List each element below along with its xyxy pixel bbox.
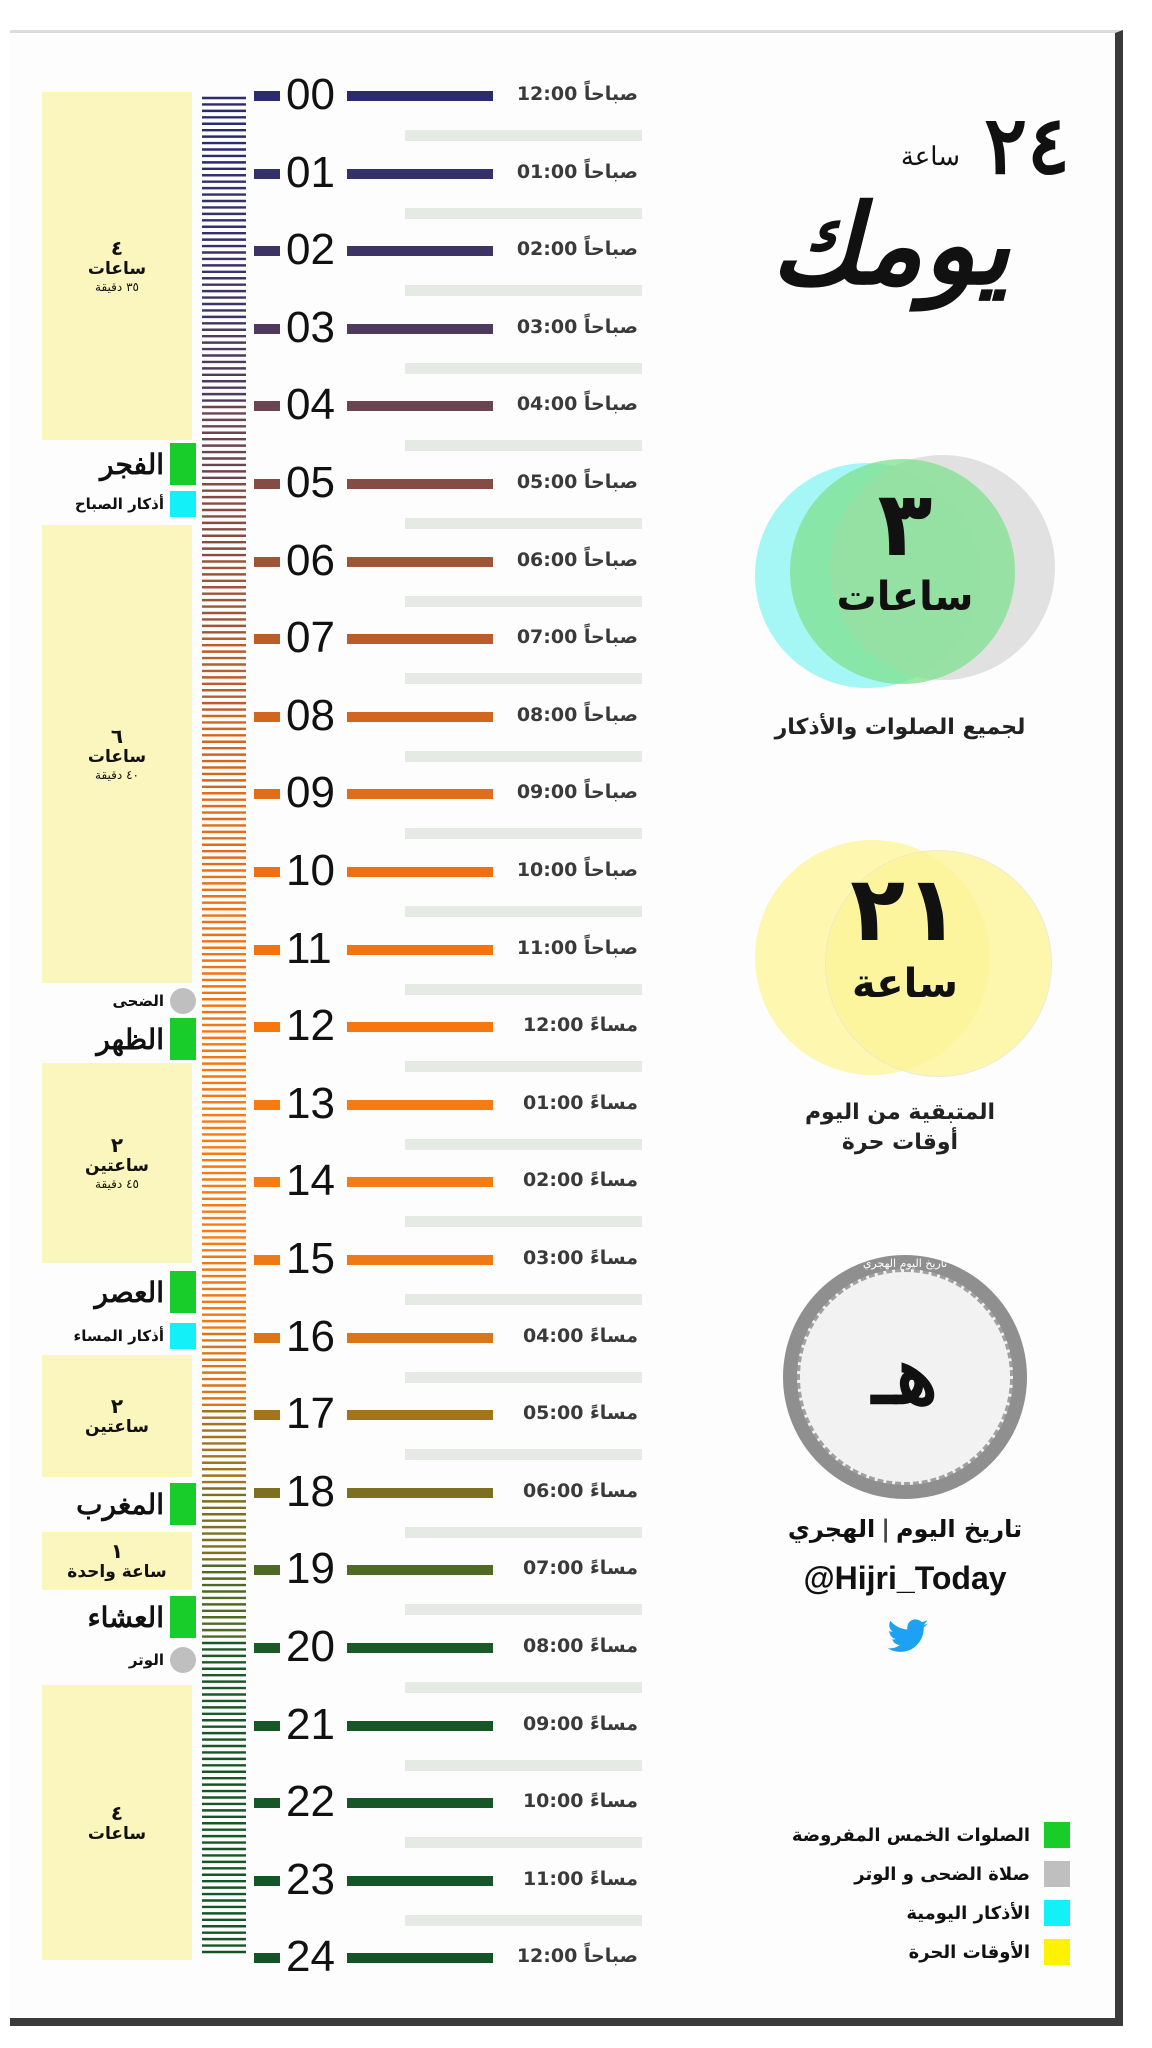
hour-label: 10:00 مساءً [522,1790,638,1813]
legend-swatch [1044,1900,1070,1926]
hour-label: 05:00 صباحاً [516,471,638,493]
prayer-isha [40,1595,196,1639]
hour-row [250,1622,650,1671]
half-hour-separator [405,440,642,451]
hour-bar [347,1876,493,1886]
half-hour-separator [405,1915,642,1926]
hour-number: 14 [286,1156,335,1206]
half-hour-separator [405,673,642,684]
hour-bar [347,1643,493,1653]
free-block-minutes: ٤٥ دقيقة [95,1177,139,1191]
half-hour-separator [405,1294,642,1305]
legend-label: الصلوات الخمس المفروضة [791,1824,1030,1846]
hour-stub [254,324,280,334]
hour-bar [347,1100,493,1110]
half-hour-separator [405,1372,642,1383]
hour-label: 09:00 مساءً [522,1712,638,1735]
legend-label: الأذكار اليومية [906,1902,1030,1924]
half-hour-separator [405,984,642,995]
brand-divider: | [881,1515,890,1543]
hour-number: 00 [286,70,335,119]
free-block-unit: ساعتين [85,1417,149,1437]
hour-stub [254,634,280,644]
title-number: ٢٤ [984,98,1070,192]
hour-number: 21 [286,1699,335,1749]
hour-number: 12 [286,1001,335,1051]
hour-row [250,1001,650,1051]
legend-label: صلاة الضحى و الوتر [854,1863,1030,1885]
hour-bar [347,246,493,256]
free-block-number: ٤ [110,236,124,260]
hour-bar [347,789,493,799]
prayer-name: المغرب [76,1487,164,1521]
free-block-minutes: ٤٠ دقيقة [95,768,139,782]
free-block-unit: ساعات [87,259,147,279]
hour-stub [254,712,280,722]
half-hour-separator [405,1139,642,1150]
hour-number: 11 [286,923,332,973]
hour-label: 02:00 صباحاً [516,238,638,261]
hour-number: 08 [286,690,335,740]
hour-row [250,302,650,352]
hour-stub [254,1177,280,1187]
hour-bar [347,557,493,567]
hour-number: 05 [286,458,335,507]
half-hour-separator [405,1527,642,1538]
hour-row [250,458,650,507]
hour-stub [254,867,280,877]
hour-bar [347,1177,493,1187]
hour-stub [254,401,280,411]
hour-bar [347,324,493,334]
hour-stub [254,557,280,567]
worship-time-circle [755,455,1055,695]
hour-label: 01:00 مساءً [522,1091,638,1114]
hour-row [250,1544,650,1594]
half-hour-separator [405,1682,642,1693]
hour-label: 06:00 صباحاً [516,548,638,571]
hour-label: 11:00 صباحاً [516,936,638,959]
hour-number: 22 [286,1777,335,1827]
hour-stub [254,789,280,799]
half-hour-separator [405,1604,642,1615]
prayer-square [170,1271,196,1313]
prayer-witr [40,1646,196,1674]
hour-number: 17 [286,1389,335,1439]
prayer-name: الظهر [96,1022,164,1056]
hour-label: 01:00 صباحاً [516,160,638,183]
adhkar-evening [40,1322,196,1350]
hour-label: 12:00 مساءً [522,1014,638,1037]
hour-bar [347,1721,493,1731]
hour-bar [347,712,493,722]
hour-row [250,846,650,895]
hour-label: 12:00 صباحاً [516,1945,638,1968]
half-hour-separator [405,1837,642,1848]
legend-item [906,1898,1070,1928]
seal-text: تاريخ اليوم الهجري [862,1257,948,1270]
free-block-afternoon [42,1063,192,1263]
prayer-square [170,443,196,485]
hour-number: 03 [286,302,335,352]
hour-number: 23 [286,1854,335,1904]
free-hours-number: ٢١ [850,857,960,962]
half-hour-separator [405,363,642,374]
hour-bar [347,479,493,489]
hour-label: 11:00 مساءً [522,1867,638,1890]
logo-letter: هـ [872,1328,938,1422]
hour-stub [254,1022,280,1032]
hour-label: 05:00 مساءً [522,1402,638,1425]
hour-stub [254,1333,280,1343]
hour-stub [254,1410,280,1420]
twitter-handle[interactable]: @Hijri_Today [803,1560,1007,1596]
worship-hours-unit: ساعات [836,574,974,620]
minute-tick-ruler [202,95,248,1955]
hour-stub [254,169,280,179]
hour-row [250,1466,650,1516]
hour-number: 24 [286,1932,335,1982]
hour-stub [254,1876,280,1886]
hour-row [250,1777,650,1827]
brand-name [780,1515,1030,1543]
half-hour-separator [405,285,642,296]
hour-number: 09 [286,768,335,818]
worship-hours-number: ٣ [877,472,933,577]
free-time-circle [755,840,1055,1080]
hour-number: 04 [286,380,335,430]
hour-row [250,1389,650,1439]
prayer-square [170,1596,196,1638]
free-block-number: ٤ [110,1800,124,1825]
hour-label: 07:00 صباحاً [516,626,638,649]
hour-number: 02 [286,225,335,275]
hour-stub [254,1953,280,1963]
hour-label: 04:00 صباحاً [516,393,638,416]
hour-stub [254,1565,280,1575]
adhkar-square [170,491,196,517]
brand-name-b: الهجري [787,1515,876,1543]
title-main: يومك [770,180,1010,309]
hour-bar [347,1953,493,1963]
hour-number: 16 [286,1311,335,1361]
prayer-square [170,1483,196,1525]
half-hour-separator [405,751,642,762]
prayer-name: الوتر [128,1651,164,1669]
hour-bar [347,945,493,955]
hour-bar [347,1333,493,1343]
hour-stub [254,479,280,489]
prayer-name: العشاء [87,1600,164,1634]
hour-label: 10:00 صباحاً [516,859,638,881]
hour-number: 01 [286,147,335,197]
free-block-late-night [42,1685,192,1960]
hour-stub [254,1255,280,1265]
adhkar-name: أذكار المساء [73,1327,164,1345]
legend-swatch [1044,1822,1070,1848]
title-block [730,100,1070,330]
twitter-bird-icon[interactable] [883,1615,933,1659]
hour-bar [347,1565,493,1575]
brand-seal [783,1255,1027,1499]
prayer-dhuhr [40,1017,196,1061]
legend-swatch [1044,1939,1070,1965]
free-block-unit: ساعة واحدة [67,1562,167,1582]
hour-row [250,535,650,585]
prayer-duha [40,987,196,1015]
free-block-morning [42,525,192,983]
hour-number: 18 [286,1466,335,1516]
free-block-unit: ساعات [87,1823,147,1844]
hour-bar [347,1488,493,1498]
hour-label: 07:00 مساءً [522,1557,638,1580]
free-block-maghrib [42,1532,192,1590]
hour-label: 02:00 مساءً [522,1169,638,1192]
optional-prayer-dot [170,988,196,1014]
free-block-evening [42,1355,192,1477]
hour-row [250,1234,650,1283]
hour-label: 08:00 مساءً [522,1635,638,1657]
hour-label: 08:00 صباحاً [516,703,638,726]
hour-number: 10 [286,846,335,895]
half-hour-separator [405,596,642,607]
half-hour-separator [405,518,642,529]
free-block-number: ١ [110,1539,124,1563]
legend-swatch [1044,1861,1070,1887]
prayer-maghrib [40,1482,196,1526]
optional-prayer-dot [170,1647,196,1673]
hour-label: 12:00 صباحاً [516,83,638,105]
free-caption-line1: المتبقية من اليوم [804,1100,996,1125]
hour-stub [254,91,280,101]
free-block-number: ٢ [110,1394,124,1418]
prayer-fajr [40,442,196,486]
brand-name-a: تاريخ اليوم [895,1515,1023,1543]
free-block-number: ٦ [110,724,124,748]
hour-stub [254,1798,280,1808]
hour-label: 03:00 صباحاً [516,315,638,338]
free-hours-unit: ساعة [852,961,958,1007]
hour-stub [254,246,280,256]
half-hour-separator [405,1760,642,1771]
legend-label: الأوقات الحرة [908,1941,1030,1963]
hour-stub [254,1100,280,1110]
hour-number: 13 [286,1078,335,1128]
hour-label: 06:00 مساءً [522,1479,638,1502]
hour-number: 15 [286,1234,335,1283]
hour-row [250,923,650,973]
hour-bar [347,1410,493,1420]
half-hour-separator [405,130,642,141]
hour-bar [347,91,493,101]
hour-stub [254,1488,280,1498]
half-hour-separator [405,1216,642,1227]
worship-caption: لجميع الصلوات والأذكار [774,715,1026,740]
half-hour-separator [405,1061,642,1072]
prayer-square [170,1018,196,1060]
free-block-number: ٢ [110,1133,124,1157]
half-hour-separator [405,1449,642,1460]
free-caption-line2: أوقات حرة [841,1130,959,1155]
half-hour-separator [405,828,642,839]
half-hour-separator [405,906,642,917]
hour-stub [254,945,280,955]
hour-bar [347,1255,493,1265]
hour-label: 09:00 صباحاً [516,781,638,804]
hour-number: 07 [286,613,335,663]
prayer-name: الفجر [100,447,164,481]
hour-label: 04:00 مساءً [522,1324,638,1347]
hour-row [250,225,650,275]
hour-bar [347,1798,493,1808]
legend-item [854,1859,1070,1889]
hour-bar [347,634,493,644]
hour-bar [347,401,493,411]
hour-row [250,1078,650,1128]
hour-row [250,70,650,119]
adhkar-morning [40,490,196,518]
hour-row [250,147,650,197]
adhkar-name: أذكار الصباح [74,495,164,513]
free-block-minutes: ٣٥ دقيقة [95,280,139,294]
prayer-name: العصر [94,1275,164,1309]
hour-bar [347,1022,493,1032]
hour-bar [347,169,493,179]
hour-row [250,768,650,818]
prayer-name: الضحى [112,992,164,1010]
free-block-unit: ساعات [87,747,147,767]
hour-row [250,380,650,430]
hour-label: 03:00 مساءً [522,1247,638,1269]
hour-row [250,1932,650,1982]
prayer-asr [40,1270,196,1314]
hour-number: 19 [286,1544,335,1594]
hour-number: 20 [286,1622,335,1671]
hour-row [250,690,650,740]
hour-row [250,1854,650,1904]
hour-row [250,1699,650,1749]
free-block-night [42,92,192,440]
half-hour-separator [405,208,642,219]
hour-row [250,613,650,663]
hour-stub [254,1643,280,1653]
hour-row [250,1156,650,1206]
adhkar-square [170,1323,196,1349]
hour-number: 06 [286,535,335,585]
legend-item [909,1937,1070,1967]
free-block-unit: ساعتين [85,1156,149,1176]
title-unit: ساعة [900,142,960,172]
hour-stub [254,1721,280,1731]
legend-item [792,1820,1070,1850]
hour-row [250,1311,650,1361]
hour-bar [347,867,493,877]
